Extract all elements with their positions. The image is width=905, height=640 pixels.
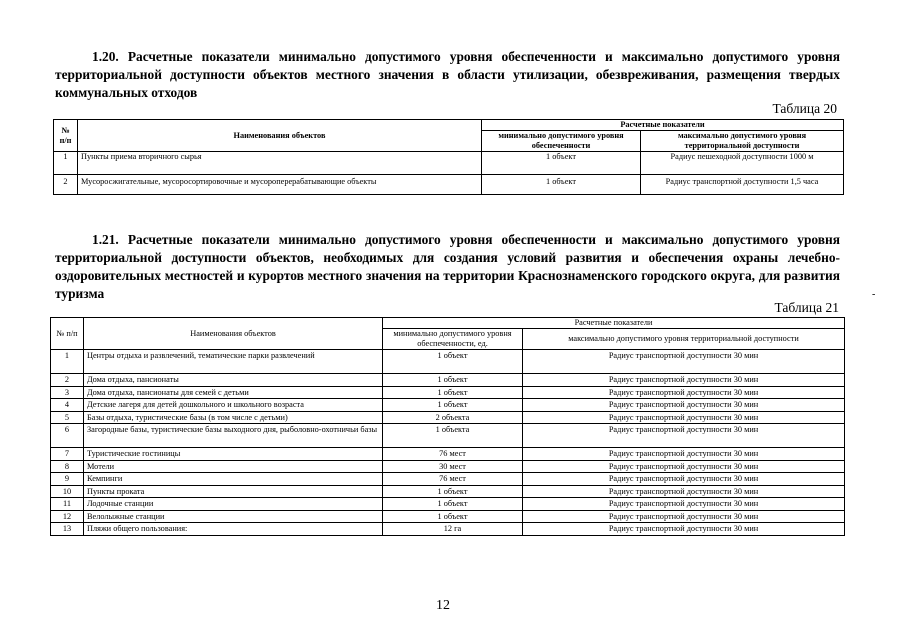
accessibility-level: Радиус пешеходной доступности 1000 м xyxy=(641,152,844,175)
table-row xyxy=(51,399,845,412)
provision-level: 1 объект xyxy=(482,175,641,195)
section-20-heading: 1.20. Расчетные показатели минимально допустимого уровня обеспеченности и максимально допустимого уровня территориальной доступности объектов местного значения в области утилизации, обезвреживания, размещения твердых коммунальных отходов xyxy=(55,49,840,100)
header-group: Расчетные показатели xyxy=(383,318,845,329)
accessibility-level: Радиус транспортной доступности 30 мин xyxy=(523,498,845,511)
table-row xyxy=(51,448,845,461)
header-name: Наименования объектов xyxy=(84,318,383,350)
provision-level: 1 объект xyxy=(383,350,523,374)
row-number: 4 xyxy=(51,399,84,412)
row-number: 2 xyxy=(54,175,78,195)
provision-level: 1 объект xyxy=(482,152,641,175)
table-row xyxy=(51,386,845,399)
provision-level: 1 объект xyxy=(383,399,523,412)
row-number: 7 xyxy=(51,448,84,461)
object-name: Центры отдыха и развлечений, тематические парки развлечений xyxy=(84,350,383,374)
table-20-label: Таблица 20 xyxy=(772,101,837,116)
object-name: Мусоросжигательные, мусоросортировочные и мусороперерабатывающие объекты xyxy=(78,175,482,195)
accessibility-level: Радиус транспортной доступности 30 мин xyxy=(523,460,845,473)
accessibility-level: Радиус транспортной доступности 30 мин xyxy=(523,411,845,424)
accessibility-level: Радиус транспортной доступности 30 мин xyxy=(523,448,845,461)
accessibility-level: Радиус транспортной доступности 30 мин xyxy=(523,510,845,523)
table-20 xyxy=(53,119,844,195)
table-21-label: Таблица 21 xyxy=(774,300,839,315)
accessibility-level: Радиус транспортной доступности 30 мин xyxy=(523,473,845,486)
row-number: 11 xyxy=(51,498,84,511)
accessibility-level: Радиус транспортной доступности 30 мин xyxy=(523,485,845,498)
object-name: Мотели xyxy=(84,460,383,473)
accessibility-level: Радиус транспортной доступности 1,5 часа xyxy=(641,175,844,195)
row-number: 1 xyxy=(54,152,78,175)
table-row xyxy=(51,473,845,486)
header-num: № п/п xyxy=(51,318,84,350)
table-row xyxy=(51,523,845,536)
object-name: Загородные базы, туристические базы выходного дня, рыболовно-охотничьи базы xyxy=(84,424,383,448)
table-row xyxy=(51,460,845,473)
object-name: Дома отдыха, пансионаты для семей с детьми xyxy=(84,386,383,399)
provision-level: 76 мест xyxy=(383,473,523,486)
provision-level: 1 объекта xyxy=(383,424,523,448)
header-max: максимально допустимого уровня территориальной доступности xyxy=(641,131,844,152)
page-number: 12 xyxy=(436,598,450,613)
provision-level: 76 мест xyxy=(383,448,523,461)
header-max: максимально допустимого уровня территориальной доступности xyxy=(523,329,845,350)
accessibility-level: Радиус транспортной доступности 30 мин xyxy=(523,386,845,399)
accessibility-level: Радиус транспортной доступности 30 мин xyxy=(523,424,845,448)
table-row xyxy=(51,350,845,374)
object-name: Велолыжные станции xyxy=(84,510,383,523)
object-name: Кемпинги xyxy=(84,473,383,486)
section-21-heading: 1.21. Расчетные показатели минимально допустимого уровня обеспеченности и максимально допустимого уровня территориальной доступности объектов, необходимых для создания условий развития и обеспечения охраны лечебно-оздоровительных местностей и курортов местного значения на территории Краснознаменского городского округа, для развития туризма xyxy=(55,232,840,301)
provision-level: 1 объект xyxy=(383,510,523,523)
object-name: Пункты проката xyxy=(84,485,383,498)
object-name: Пляжи общего пользования: xyxy=(84,523,383,536)
accessibility-level: Радиус транспортной доступности 30 мин xyxy=(523,350,845,374)
provision-level: 1 объект xyxy=(383,386,523,399)
row-number: 3 xyxy=(51,386,84,399)
table-row xyxy=(54,152,844,175)
margin-mark: - xyxy=(872,289,876,300)
accessibility-level: Радиус транспортной доступности 30 мин xyxy=(523,399,845,412)
provision-level: 2 объекта xyxy=(383,411,523,424)
accessibility-level: Радиус транспортной доступности 30 мин xyxy=(523,374,845,387)
row-number: 8 xyxy=(51,460,84,473)
row-number: 5 xyxy=(51,411,84,424)
row-number: 10 xyxy=(51,485,84,498)
object-name: Дома отдыха, пансионаты xyxy=(84,374,383,387)
table-row xyxy=(51,411,845,424)
provision-level: 1 объект xyxy=(383,485,523,498)
header-group: Расчетные показатели xyxy=(482,120,844,131)
table-row xyxy=(51,424,845,448)
row-number: 2 xyxy=(51,374,84,387)
header-min: минимально допустимого уровня обеспеченности, ед. xyxy=(383,329,523,350)
object-name: Базы отдыха, туристические базы (в том числе с детьми) xyxy=(84,411,383,424)
accessibility-level: Радиус транспортной доступности 30 мин xyxy=(523,523,845,536)
row-number: 12 xyxy=(51,510,84,523)
row-number: 1 xyxy=(51,350,84,374)
object-name: Лодочные станции xyxy=(84,498,383,511)
row-number: 6 xyxy=(51,424,84,448)
row-number: 9 xyxy=(51,473,84,486)
provision-level: 30 мест xyxy=(383,460,523,473)
object-name: Пункты приема вторичного сырья xyxy=(78,152,482,175)
table-row xyxy=(51,498,845,511)
table-row xyxy=(51,485,845,498)
object-name: Детские лагеря для детей дошкольного и школьного возраста xyxy=(84,399,383,412)
provision-level: 1 объект xyxy=(383,498,523,511)
row-number: 13 xyxy=(51,523,84,536)
provision-level: 1 объект xyxy=(383,374,523,387)
provision-level: 12 га xyxy=(383,523,523,536)
table-row xyxy=(51,374,845,387)
table-21 xyxy=(50,317,845,536)
header-name: Наименования объектов xyxy=(78,120,482,152)
header-num: № п/п xyxy=(54,120,78,152)
table-row xyxy=(54,175,844,195)
table-row xyxy=(51,510,845,523)
object-name: Туристические гостиницы xyxy=(84,448,383,461)
header-min: минимально допустимого уровня обеспеченности xyxy=(482,131,641,152)
